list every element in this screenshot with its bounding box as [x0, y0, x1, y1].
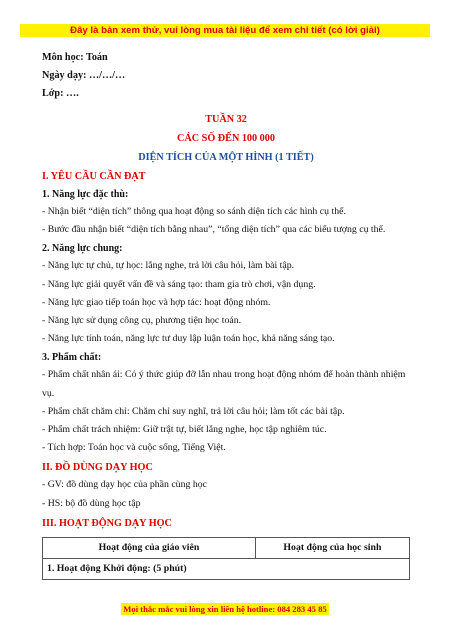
general-competence-item: - Năng lực tự chủ, tự học: lắng nghe, trả lời câu hỏi, làm bài tập. — [42, 260, 295, 272]
subject-line: Môn học: Toán — [42, 52, 108, 63]
general-competence-item: - Năng lực tính toán, năng lực tư duy lập luận toán học, khả năng sáng tạo. — [42, 333, 335, 345]
qualities-item: - Phẩm chất trách nhiệm: Giữ trật tự, biết lắng nghe, học tập nghiêm túc. — [42, 424, 327, 436]
warmup-activity-cell: 1. Hoạt động Khởi động: (5 phút) — [43, 558, 410, 579]
table-header-row — [43, 537, 410, 558]
specific-competence-item: - Nhận biết “diện tích” thông qua hoạt động so sánh diện tích các hình cụ thể. — [42, 206, 346, 217]
materials-item: - HS: bộ đồ dùng học tập — [42, 497, 141, 509]
materials-item: - GV: đồ dùng dạy học của phần cùng học — [42, 479, 207, 491]
qualities-item: - Phẩm chất chăm chỉ: Chăm chỉ suy nghĩ, trả lời câu hỏi; làm tốt các bài tập. — [42, 405, 345, 417]
topic-heading: CÁC SỐ ĐẾN 100 000 — [177, 133, 275, 144]
activities-table — [42, 537, 410, 580]
general-competence-item: - Năng lực giải quyết vấn đề và sáng tạo: tham gia trò chơi, vận dụng. — [42, 278, 316, 290]
lesson-title: DIỆN TÍCH CỦA MỘT HÌNH (1 TIẾT) — [138, 152, 314, 163]
section-activities-title: III. HOẠT ĐỘNG DẠY HỌC — [42, 517, 172, 529]
class-line: Lớp: …. — [42, 88, 79, 99]
week-heading: TUẦN 32 — [205, 114, 247, 125]
specific-competence-item: - Bước đầu nhận biết “diện tích bằng nhau”, “tổng diện tích” qua các biểu tượng cụ thể. — [42, 224, 386, 236]
specific-competence-title: 1. Năng lực đặc thù: — [42, 189, 129, 200]
section-materials-title: II. ĐỒ DÙNG DẠY HỌC — [42, 462, 153, 474]
qualities-item: - Tích hợp: Toán học và cuộc sống, Tiếng Việt. — [42, 442, 226, 454]
footer-hotline-text: Mọi thắc mắc vui lòng xin liên hệ hotline: 084 283 45 85 — [123, 604, 327, 614]
document-body — [42, 49, 410, 580]
date-line: Ngày dạy: …/…/… — [42, 70, 126, 81]
preview-banner: Đây là bản xem thử, vui lòng mua tài liệu để xem chi tiết (có lời giải) — [20, 24, 430, 37]
general-competence-title: 2. Năng lực chung: — [42, 243, 123, 255]
qualities-title: 3. Phẩm chất: — [42, 352, 102, 364]
general-competence-item: - Năng lực sử dụng công cụ, phương tiện học toán. — [42, 315, 242, 327]
qualities-item: - Phẩm chất nhân ái: Có ý thức giúp đỡ lẫn nhau trong hoạt động nhóm để hoàn thành nhiệm vụ. — [42, 369, 406, 399]
footer-hotline — [0, 602, 450, 616]
student-column-header: Hoạt động của học sinh — [255, 537, 409, 558]
section-requirements-title: I. YÊU CẦU CẦN ĐẠT — [42, 171, 146, 182]
teacher-column-header: Hoạt động của giáo viên — [43, 537, 256, 558]
table-row — [43, 558, 410, 579]
general-competence-item: - Năng lực giao tiếp toán học và hợp tác: hoạt động nhóm. — [42, 296, 271, 308]
